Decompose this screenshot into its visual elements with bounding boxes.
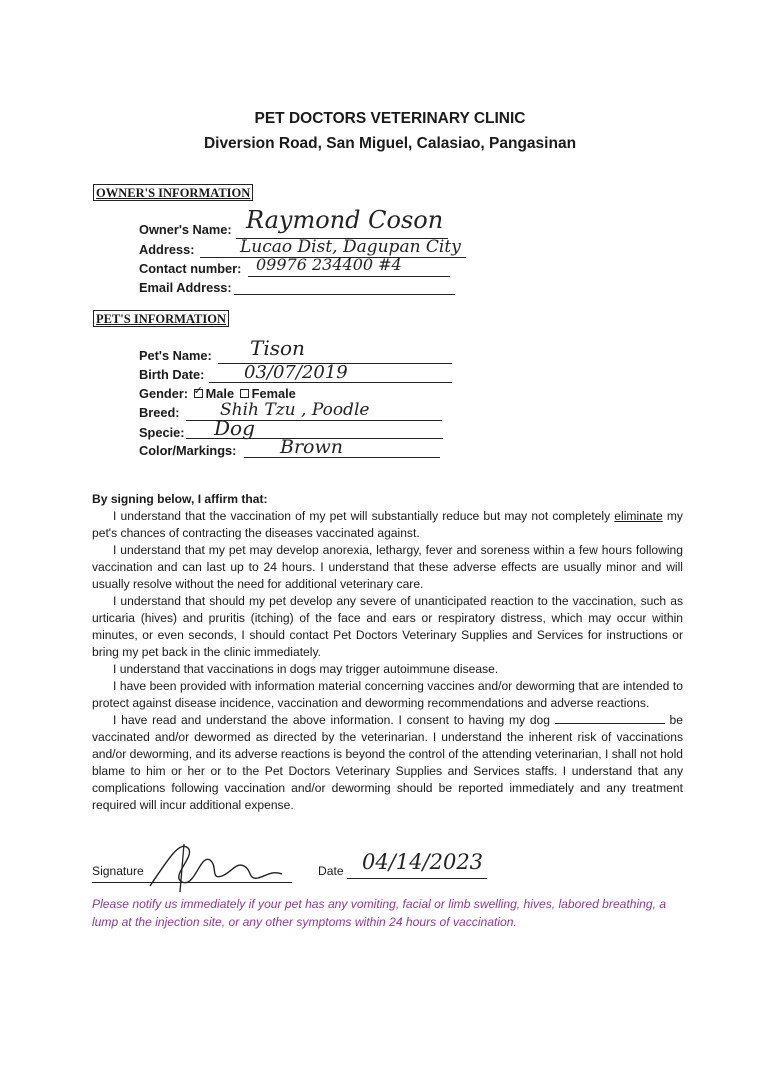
pet-section-title: PET'S INFORMATION xyxy=(93,310,229,327)
birth-date-label: Birth Date: xyxy=(139,367,205,382)
contact-number-label: Contact number: xyxy=(139,261,242,276)
clinic-address: Diversion Road, San Miguel, Calasiao, Pangasinan xyxy=(203,135,577,152)
color-markings-label: Color/Markings: xyxy=(139,443,237,458)
date-value: 04/14/2023 xyxy=(362,850,484,874)
pet-name-label: Pet's Name: xyxy=(139,348,212,363)
contact-number-line[interactable] xyxy=(248,276,450,277)
date-line[interactable] xyxy=(347,878,487,879)
clinic-name: PET DOCTORS VETERINARY CLINIC xyxy=(254,110,526,127)
breed-label: Breed: xyxy=(139,405,180,420)
owner-address-label: Address: xyxy=(139,242,195,257)
owner-name-value: Raymond Coson xyxy=(246,206,444,234)
affirmation-paragraph-2: I understand that my pet may develop anorexia, lethargy, fever and soreness within a few hours following vaccination and can last up to 24 hours. I understand that these adverse effects are usually minor and will usually resolve without the need for additional veterinary care. xyxy=(92,543,683,591)
affirmation-paragraph-3: I understand that should my pet develop any severe of unanticipated reaction to the vaccination, such as urticaria (hives) and pruritis (itching) of the face and ears or respiratory distress, which may occur within minutes, or even seconds, I should contact Pet Doctors Veterinary Supplies and Services for instructions or bring my pet back in the clinic immediately. xyxy=(92,594,683,659)
gender-female-label: Female xyxy=(251,386,296,401)
gender-male-checkbox[interactable] xyxy=(194,389,203,398)
contact-number-value: 09976 234400 #4 xyxy=(256,255,402,274)
signature-label: Signature xyxy=(92,864,144,878)
owner-address-value: Lucao Dist, Dagupan City xyxy=(240,237,461,257)
affirmation-paragraph-5: I have been provided with information material concerning vaccines and/or deworming that are intended to protect against disease incidence, vaccination and deworming recommendations and adverse reactions. xyxy=(92,679,683,710)
affirmation-paragraph-1: I understand that the vaccination of my pet will substantially reduce but may not completely eliminate my pet's chances of contracting the diseases vaccinated against. xyxy=(92,509,683,540)
owner-name-label: Owner's Name: xyxy=(139,222,232,237)
gender-label: Gender: xyxy=(139,386,189,401)
gender-male-label: Male xyxy=(205,386,235,401)
gender-female-checkbox[interactable] xyxy=(240,389,249,398)
owner-section-title: OWNER'S INFORMATION xyxy=(93,184,253,201)
dog-name-blank[interactable] xyxy=(555,713,665,724)
specie-value: Dog xyxy=(214,416,255,440)
affirmation-body xyxy=(92,508,683,814)
affirmation-paragraph-4: I understand that vaccinations in dogs may trigger autoimmune disease. xyxy=(113,662,499,676)
birth-date-value: 03/07/2019 xyxy=(244,362,348,383)
breed-value: Shih Tzu , Poodle xyxy=(220,400,370,420)
affirmation-paragraph-6: I have read and understand the above information. I consent to having my dog be vaccinated and/or dewormed as directed by the veterinarian. I understand the inherent risk of vaccinations and/or deworming, and its adverse reactions is beyond the control of the attending veterinarian, I shall not hold blame to him or her or to the Pet Doctors Veterinary Supplies and Services staffs. I understand that any complications following vaccination and/or deworming should be reported immediately and any treatment required will incur additional expense. xyxy=(92,713,683,812)
date-label: Date xyxy=(318,864,344,878)
signature-scribble xyxy=(140,836,290,896)
specie-label: Specie: xyxy=(139,425,185,440)
gender-row xyxy=(139,386,296,401)
email-address-line[interactable] xyxy=(234,294,455,295)
affirmation-intro: By signing below, I affirm that: xyxy=(92,492,268,506)
post-vaccination-notice: Please notify us immediately if your pet has any vomiting, facial or limb swelling, hives, labored breathing, a lump at the injection site, or any other symptoms within 24 hours of vaccination. xyxy=(92,897,667,929)
eliminate-word: eliminate xyxy=(614,509,663,523)
pet-name-value: Tison xyxy=(250,336,305,360)
color-markings-value: Brown xyxy=(280,436,343,458)
email-address-label: Email Address: xyxy=(139,280,232,295)
